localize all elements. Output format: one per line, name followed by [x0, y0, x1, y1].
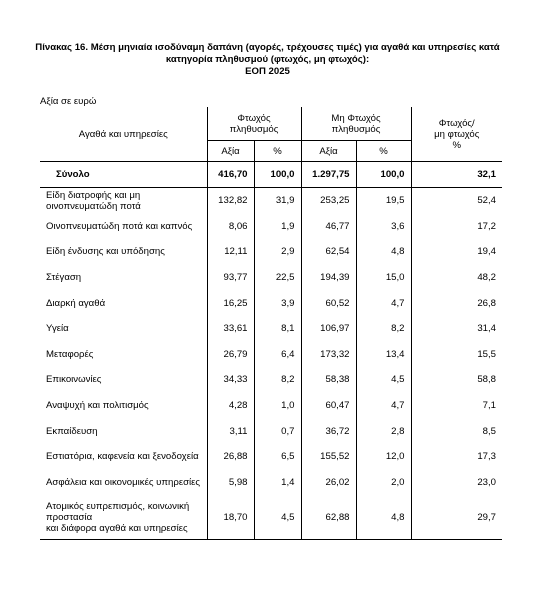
row-nonpoor-value: 60,52 — [301, 290, 356, 316]
row-ratio: 26,8 — [411, 290, 502, 316]
row-poor-value: 18,70 — [207, 495, 254, 540]
table-row — [40, 342, 502, 368]
table-row — [40, 214, 502, 240]
row-nonpoor-value: 46,77 — [301, 214, 356, 240]
table-row — [40, 418, 502, 444]
row-poor-percent: 1,9 — [254, 214, 301, 240]
row-poor-percent: 2,9 — [254, 239, 301, 265]
row-poor-value: 3,11 — [207, 418, 254, 444]
row-name: Είδη διατροφής και μη οινοπνευματώδη ποτά — [46, 189, 141, 212]
row-name: Εστιατόρια, καφενεία και ξενοδοχεία — [46, 451, 199, 463]
total-row — [40, 162, 502, 188]
row-ratio: 23,0 — [411, 470, 502, 496]
row-nonpoor-percent: 3,6 — [356, 214, 411, 240]
row-poor-percent: 6,5 — [254, 444, 301, 470]
row-poor-value: 132,82 — [207, 188, 254, 214]
title-line-2: κατηγορία πληθυσμού (φτωχός, μη φτωχός): — [165, 54, 370, 65]
table-row — [40, 265, 502, 291]
expenditure-table — [40, 107, 502, 540]
header-poor: Φτωχός πληθυσμός — [207, 107, 301, 141]
header-ratio-line-3: % — [452, 139, 462, 151]
row-nonpoor-value: 106,97 — [301, 316, 356, 342]
total-nonpoor-percent: 100,0 — [356, 162, 411, 188]
row-name: Διαρκή αγαθά — [46, 297, 106, 309]
row-ratio: 8,5 — [411, 418, 502, 444]
row-poor-value: 33,61 — [207, 316, 254, 342]
total-ratio: 32,1 — [411, 162, 502, 188]
header-ratio — [411, 107, 502, 162]
row-name: Επικοινωνίες — [46, 374, 102, 386]
table-row — [40, 470, 502, 496]
table-row — [40, 495, 502, 540]
row-poor-value: 26,79 — [207, 342, 254, 368]
row-ratio: 48,2 — [411, 265, 502, 291]
row-nonpoor-percent: 2,8 — [356, 418, 411, 444]
row-poor-percent: 1,0 — [254, 393, 301, 419]
title-line-3: ΕΟΠ 2025 — [245, 66, 290, 77]
row-name: Οινοπνευματώδη ποτά και καπνός — [46, 220, 193, 232]
row-ratio: 15,5 — [411, 342, 502, 368]
title-line-1: Πίνακας 16. Μέση μηνιαία ισοδύναμη δαπάνη (αγορές, τρέχουσες τιμές) για αγαθά και υπηρεσίες κατά — [35, 42, 500, 53]
row-poor-percent: 8,1 — [254, 316, 301, 342]
row-poor-value: 12,11 — [207, 239, 254, 265]
row-nonpoor-percent: 8,2 — [356, 316, 411, 342]
row-name-line-1: Ατομικός ευπρεπισμός, κοινωνική προστασία — [46, 500, 190, 523]
table-title — [20, 42, 515, 78]
row-ratio: 31,4 — [411, 316, 502, 342]
table-row — [40, 239, 502, 265]
row-nonpoor-value: 194,39 — [301, 265, 356, 291]
row-ratio: 58,8 — [411, 367, 502, 393]
row-poor-value: 34,33 — [207, 367, 254, 393]
row-poor-percent: 4,5 — [254, 495, 301, 540]
row-nonpoor-percent: 4,7 — [356, 393, 411, 419]
row-poor-value: 93,77 — [207, 265, 254, 291]
table-row — [40, 444, 502, 470]
row-name: Αναψυχή και πολιτισμός — [46, 400, 149, 412]
row-nonpoor-value: 173,32 — [301, 342, 356, 368]
row-name: Είδη ένδυσης και υπόδησης — [46, 246, 165, 258]
row-ratio: 17,2 — [411, 214, 502, 240]
table-row — [40, 290, 502, 316]
header-nonpoor: Μη Φτωχός πληθυσμός — [301, 107, 411, 141]
row-poor-value: 5,98 — [207, 470, 254, 496]
row-poor-percent: 0,7 — [254, 418, 301, 444]
row-nonpoor-percent: 2,0 — [356, 470, 411, 496]
row-poor-percent: 31,9 — [254, 188, 301, 214]
row-nonpoor-percent: 12,0 — [356, 444, 411, 470]
row-nonpoor-value: 36,72 — [301, 418, 356, 444]
row-ratio: 19,4 — [411, 239, 502, 265]
row-poor-value: 8,06 — [207, 214, 254, 240]
row-poor-value: 26,88 — [207, 444, 254, 470]
row-nonpoor-percent: 4,8 — [356, 239, 411, 265]
row-name: Ασφάλεια και οικονομικές υπηρεσίες — [46, 476, 201, 488]
row-nonpoor-percent: 4,5 — [356, 367, 411, 393]
row-name: Εκπαίδευση — [46, 425, 98, 437]
row-ratio: 52,4 — [411, 188, 502, 214]
row-name: Στέγαση — [46, 272, 82, 284]
row-poor-percent: 3,9 — [254, 290, 301, 316]
row-ratio: 17,3 — [411, 444, 502, 470]
row-nonpoor-value: 60,47 — [301, 393, 356, 419]
header-nonpoor-value: Αξία — [301, 141, 356, 162]
row-nonpoor-value: 58,38 — [301, 367, 356, 393]
total-nonpoor-value: 1.297,75 — [301, 162, 356, 188]
row-poor-percent: 8,2 — [254, 367, 301, 393]
total-poor-value: 416,70 — [207, 162, 254, 188]
row-name-line-2: και διάφορα αγαθά και υπηρεσίες — [46, 522, 188, 534]
header-goods: Αγαθά και υπηρεσίες — [40, 107, 207, 162]
row-nonpoor-value: 62,54 — [301, 239, 356, 265]
row-nonpoor-percent: 15,0 — [356, 265, 411, 291]
row-name — [40, 495, 207, 540]
row-poor-value: 16,25 — [207, 290, 254, 316]
header-ratio-line-2: μη φτωχός — [434, 128, 480, 140]
row-nonpoor-percent: 4,8 — [356, 495, 411, 540]
table-row — [40, 188, 502, 214]
unit-label: Αξία σε ευρώ — [40, 96, 97, 107]
row-name: Υγεία — [46, 323, 69, 335]
header-poor-value: Αξία — [207, 141, 254, 162]
header-nonpoor-percent: % — [356, 141, 411, 162]
row-poor-value: 4,28 — [207, 393, 254, 419]
row-nonpoor-percent: 19,5 — [356, 188, 411, 214]
header-ratio-line-1: Φτωχός/ — [438, 117, 475, 129]
row-poor-percent: 6,4 — [254, 342, 301, 368]
row-poor-percent: 22,5 — [254, 265, 301, 291]
table-row — [40, 393, 502, 419]
table-row — [40, 367, 502, 393]
row-name: Μεταφορές — [46, 348, 94, 360]
row-nonpoor-value: 26,02 — [301, 470, 356, 496]
total-name: Σύνολο — [40, 162, 207, 188]
row-ratio: 29,7 — [411, 495, 502, 540]
row-nonpoor-percent: 4,7 — [356, 290, 411, 316]
row-ratio: 7,1 — [411, 393, 502, 419]
row-nonpoor-value: 253,25 — [301, 188, 356, 214]
total-poor-percent: 100,0 — [254, 162, 301, 188]
row-nonpoor-value: 62,88 — [301, 495, 356, 540]
header-poor-percent: % — [254, 141, 301, 162]
row-nonpoor-percent: 13,4 — [356, 342, 411, 368]
row-nonpoor-value: 155,52 — [301, 444, 356, 470]
row-poor-percent: 1,4 — [254, 470, 301, 496]
table-row — [40, 316, 502, 342]
